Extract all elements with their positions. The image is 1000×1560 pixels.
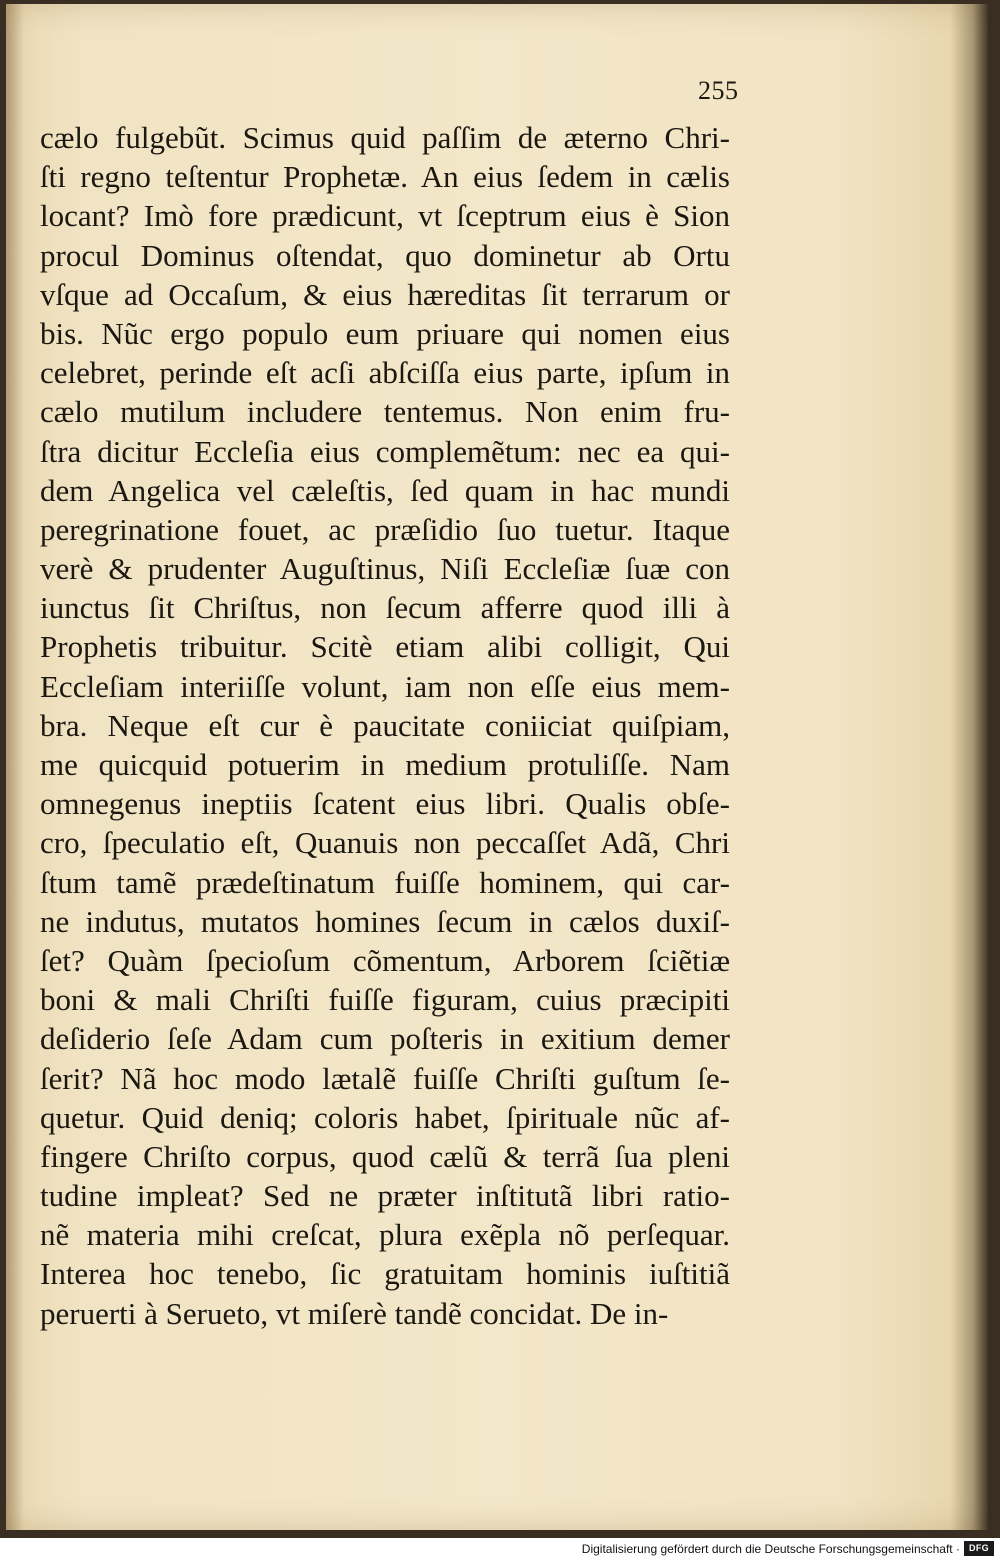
text-line: peruerti à Serueto, vt miſerè tandẽ concidat. De in- xyxy=(40,1295,669,1331)
text-line: procul Dominus oſtendat, quo dominetur ab Ortu xyxy=(40,237,730,273)
text-line: ſtra dicitur Eccleſia eius complemẽtum: nec ea qui- xyxy=(40,433,730,469)
page-edge-shadow xyxy=(950,4,988,1530)
text-line: celebret, perinde eſt acſi abſciſſa eius parte, ipſum in xyxy=(40,355,730,391)
text-line: dem Angelica vel cæleſtis, ſed quam in hac mundi xyxy=(40,472,730,508)
text-line: ne indutus, mutatos homines ſecum in cælos duxiſ- xyxy=(40,903,730,939)
text-line: peregrinatione fouet, ac præſidio ſuo tuetur. Itaque xyxy=(40,511,730,547)
footer-credit xyxy=(582,1541,960,1557)
text-line: verè & prudenter Auguſtinus, Niſi Eccleſiæ ſuæ con xyxy=(40,551,730,587)
gutter-shadow xyxy=(6,4,24,1530)
text-line: Eccleſiam interiiſſe volunt, iam non eſſe eius mem- xyxy=(40,668,730,704)
text-line: locant? Imò fore prædicunt, vt ſceptrum eius è Sion xyxy=(40,198,730,234)
text-line: ſet? Quàm ſpecioſum cõmentum, Arborem ſciẽtiæ xyxy=(40,942,730,978)
text-line: cælo mutilum includere tentemus. Non enim fru- xyxy=(40,394,730,430)
text-line: Interea hoc tenebo, ſic gratuitam hominis iuſtitiã xyxy=(40,1256,730,1292)
footer-credit-text: Digitalisierung gefördert durch die Deutsche Forschungsgemeinschaft xyxy=(581,1542,953,1556)
text-line: tudine impleat? Sed ne præter inſtitutã libri ratio- xyxy=(40,1178,730,1214)
text-line: deſiderio ſeſe Adam cum poſteris in exitium demer xyxy=(40,1021,730,1057)
text-line: ſti regno teſtentur Prophetæ. An eius ſedem in cælis xyxy=(40,159,730,195)
text-line: omnegenus ineptiis ſcatent eius libri. Qualis obſe- xyxy=(40,786,730,822)
text-line: quetur. Quid deniq; coloris habet, ſpirituale nũc af- xyxy=(40,1099,730,1135)
page-number: 255 xyxy=(698,76,739,105)
footer-separator: · xyxy=(956,1542,960,1556)
body-text xyxy=(40,118,730,1333)
text-line: cro, ſpeculatio eſt, Quanuis non peccaſſet Adã, Chri xyxy=(40,825,730,861)
dfg-logo: DFG xyxy=(964,1541,994,1556)
text-line: me quicquid potuerim in medium protuliſſe. Nam xyxy=(40,747,730,782)
text-line: ſtum tamẽ prædeſtinatum fuiſſe hominem, qui car- xyxy=(40,864,730,900)
text-line: bra. Neque eſt cur è paucitate coniiciat quiſpiam, xyxy=(40,707,730,743)
text-line: bis. Nũc ergo populo eum priuare qui nomen eius xyxy=(40,315,730,351)
text-line: cælo fulgebũt. Scimus quid paſſim de æterno Chri- xyxy=(40,120,730,155)
text-line: fingere Chriſto corpus, quod cælũ & terrã ſua pleni xyxy=(40,1138,730,1174)
text-line: vſque ad Occaſum, & eius hæreditas ſit terrarum or xyxy=(40,276,730,312)
text-line: iunctus ſit Chriſtus, non ſecum afferre quod illi à xyxy=(40,590,730,626)
text-line: Prophetis tribuitur. Scitè etiam alibi colligit, Qui xyxy=(40,629,730,665)
text-line: nẽ materia mihi creſcat, plura exẽpla nõ perſequar. xyxy=(40,1217,730,1253)
text-line: boni & mali Chriſti fuiſſe figuram, cuius præcipiti xyxy=(40,982,730,1018)
text-line: ſerit? Nã hoc modo lætalẽ fuiſſe Chriſti guſtum ſe- xyxy=(40,1060,730,1096)
